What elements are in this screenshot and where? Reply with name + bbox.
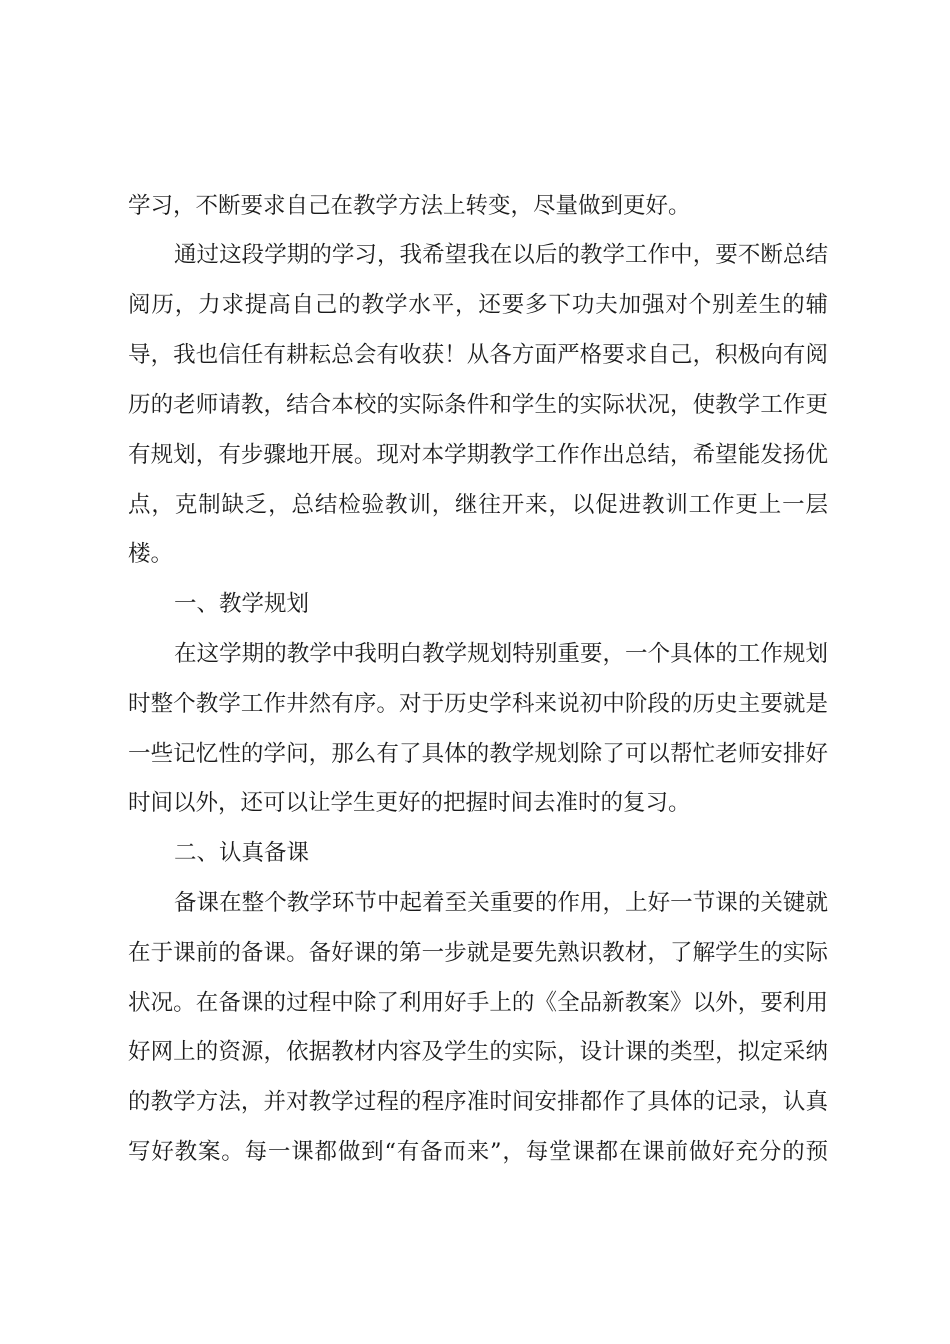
paragraph-first-line: 通过这段学期的学习，我希望我在以后的教学工作中，要不断总结	[174, 242, 828, 268]
section-heading: 二、认真备课	[174, 840, 310, 866]
text-line: 好网上的资源，依据教材内容及学生的实际，设计课的类型，拟定采纳	[128, 1039, 828, 1065]
text-line: 有规划，有步骤地开展。现对本学期教学工作作出总结，希望能发扬优	[128, 442, 828, 468]
section-heading: 一、教学规划	[174, 591, 310, 617]
text-line: 在于课前的备课。备好课的第一步就是要先熟识教材，了解学生的实际	[128, 940, 828, 966]
text-line: 时间以外，还可以让学生更好的把握时间去准时的复习。	[128, 790, 691, 816]
text-line: 楼。	[128, 541, 174, 567]
text-line: 一些记忆性的学问，那么有了具体的教学规划除了可以帮忙老师安排好	[128, 741, 828, 767]
text-line: 导，我也信任有耕耘总会有收获！从各方面严格要求自己，积极向有阅	[128, 342, 828, 368]
paragraph-first-line: 在这学期的教学中我明白教学规划特别重要，一个具体的工作规划	[174, 641, 828, 667]
text-line: 点，克制缺乏，总结检验教训，继往开来，以促进教训工作更上一层	[128, 492, 828, 518]
text-line: 时整个教学工作井然有序。对于历史学科来说初中阶段的历史主要就是	[128, 691, 828, 717]
text-line: 阅历，力求提高自己的教学水平，还要多下功夫加强对个别差生的辅	[128, 292, 828, 318]
text-line: 历的老师请教，结合本校的实际条件和学生的实际状况，使教学工作更	[128, 392, 828, 418]
text-line: 写好教案。每一课都做到“有备而来”，每堂课都在课前做好充分的预	[128, 1139, 828, 1165]
text-line: 学习，不断要求自己在教学方法上转变，尽量做到更好。	[128, 193, 691, 219]
paragraph-first-line: 备课在整个教学环节中起着至关重要的作用，上好一节课的关键就	[174, 890, 828, 916]
text-line: 的教学方法，并对教学过程的程序准时间安排都作了具体的记录，认真	[128, 1089, 828, 1115]
text-line: 状况。在备课的过程中除了利用好手上的《全品新教案》以外，要利用	[128, 990, 828, 1016]
